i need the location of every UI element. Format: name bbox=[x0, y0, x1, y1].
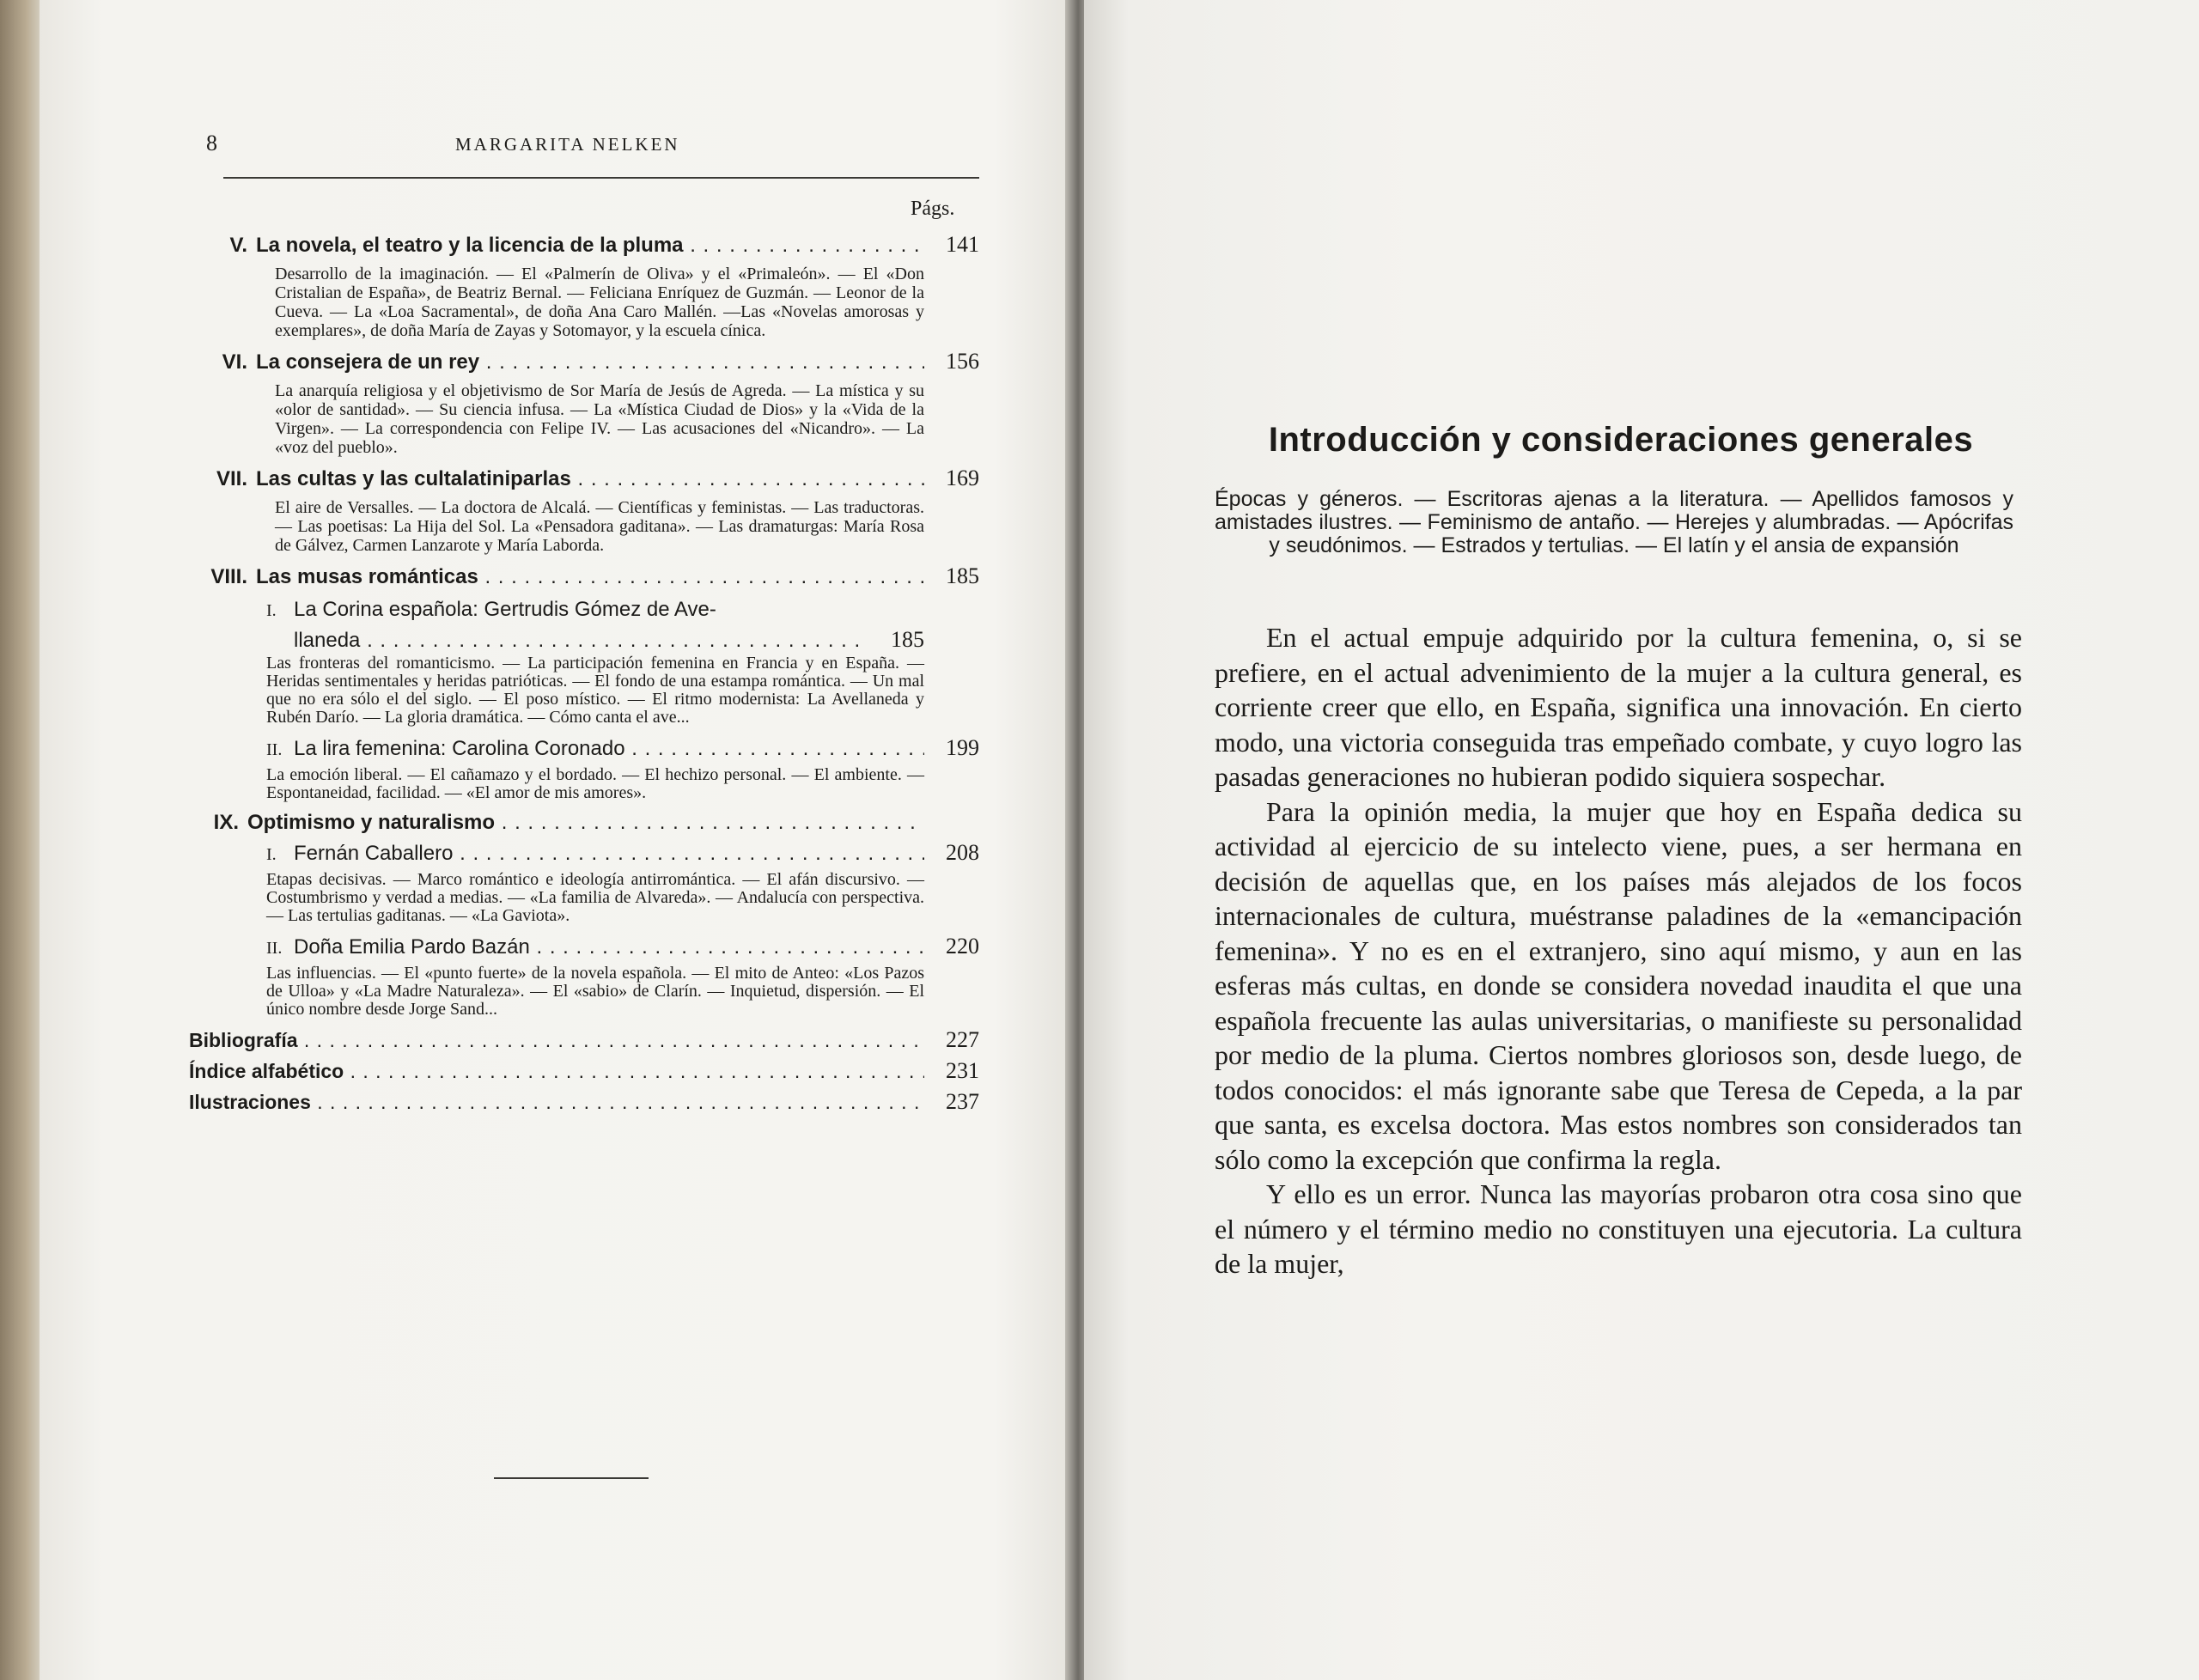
entry-page: 237 bbox=[946, 1089, 979, 1114]
toc-bibliography bbox=[189, 1027, 979, 1058]
entry-title: Bibliografía . . . bbox=[189, 1029, 924, 1052]
entry-page: 231 bbox=[946, 1058, 979, 1083]
subsection-title: La Corina española: Gertrudis Gómez de Ave- bbox=[294, 598, 716, 621]
section-summary: Épocas y géneros. — Escritoras ajenas a la literatura. — Apellidos famosos y amistades ilustres. — Feminismo de antaño. — Herejes y alumbradas. — Apócrifas y seudónimos. — Estrados y tertulias. — El latín y el ansia de expansión bbox=[1215, 487, 2013, 557]
subsection-number: II. bbox=[266, 740, 283, 759]
chapter-title: Las musas románticas . . . bbox=[256, 565, 924, 589]
chapter-summary: El aire de Versalles. — La doctora de Alcalá. — Científicas y feministas. — Las traductoras. — Las poetisas: La Hija del Sol. La «Pensadora gaditana». — Las dramaturgas: María Rosa de Gálvez, Carmen Lanzarote y María Laborda. bbox=[275, 498, 924, 555]
chapter-page: 156 bbox=[946, 349, 979, 374]
toc-chapter-viii bbox=[172, 563, 979, 593]
entry-title: Ilustraciones . . . bbox=[189, 1091, 924, 1114]
chapter-summary: La anarquía religiosa y el objetivismo de Sor María de Jesús de Agreda. — La mística y su «olor de santidad». — Su ciencia infusa. — La «Mística Ciudad de Dios» y la «Vida de la Virgen». — La correspondencia con Felipe IV. — Las acusaciones del «Nicandro». — La «voz del pueblo». bbox=[275, 381, 924, 457]
subsection-page: 199 bbox=[946, 735, 979, 760]
toc-chapter-v bbox=[172, 232, 979, 261]
subsection-number: I. bbox=[266, 845, 277, 864]
subsection-title-continued: llaneda . . . bbox=[294, 629, 869, 653]
subsection-page: 220 bbox=[946, 934, 979, 959]
pages-column-label: Págs. bbox=[911, 198, 955, 220]
toc-subsection bbox=[266, 840, 979, 869]
toc-subsection bbox=[266, 598, 979, 627]
paragraph: Para la opinión media, la mujer que hoy en España dedica su actividad al ejercicio de su intelecto viene, pues, a ser hermana en decisión de aquellas que, en los países más alejados de los focos internacionales de cultura, muéstranse paladines de la «emancipación femenina». Y no es en el extranjero, sino aquí mismo, y aun en las esferas más cultas, en donde se considera novedad inaudita el que una española frecuente las aulas universitarias, o manifieste su personalidad por medio de la pluma. Ciertos nombres gloriosos son, desde luego, de todos conocidos: el más ignorante sabe que Teresa de Cepeda, a la par que santa, es excelsa doctora. Mas estos nombres son considerados tan sólo como la excepción que confirma la regla. bbox=[1215, 795, 2022, 1175]
toc-subsection-continued bbox=[294, 627, 924, 653]
toc-subsection bbox=[266, 735, 979, 764]
running-head bbox=[206, 131, 979, 179]
toc-chapter-vi bbox=[172, 349, 979, 378]
subsection-number: II. bbox=[266, 939, 283, 958]
page-number: 8 bbox=[206, 131, 217, 155]
paragraph: En el actual empuje adquirido por la cultura femenina, o, si se prefiere, en el actual advenimiento de la mujer a la cultura general, es corriente creer que ello, en España, significa una innovación. En cierto modo, una victoria conseguida tras empeñado combate, y cuyo logro las pasadas generaciones no hubieran podido siquiera sospechar. bbox=[1215, 622, 2022, 792]
paragraph: Y ello es un error. Nunca las mayorías probaron otra cosa sino que el número y el término medio no constituyen una ejecutoria. La cultura de la mujer, bbox=[1215, 1178, 2022, 1279]
subsection-summary: Etapas decisivas. — Marco romántico e ideología antirromántica. — El afán discursivo. — Costumbrismo y verdad a medias. — «La familia de Alvareda». — Andalucía con perspectiva. — Las tertulias gaditanas. — «La Gaviota». bbox=[266, 870, 924, 925]
body-text bbox=[1215, 620, 2022, 1281]
subsection-title: La lira femenina: Carolina Coronado . . . bbox=[294, 737, 924, 761]
chapter-number: IX. bbox=[213, 811, 239, 834]
book-cover-edge bbox=[0, 0, 43, 1680]
entry-page: 227 bbox=[946, 1027, 979, 1052]
chapter-number: VIII. bbox=[210, 565, 247, 588]
toc-subsection bbox=[266, 934, 979, 963]
chapter-title: La consejera de un rey . . . bbox=[256, 350, 924, 374]
chapter-number: VI. bbox=[222, 350, 247, 374]
subsection-title: Fernán Caballero . . . bbox=[294, 842, 924, 866]
toc-chapter-vii bbox=[172, 466, 979, 495]
chapter-number: VII. bbox=[216, 467, 247, 490]
subsection-page: 208 bbox=[946, 840, 979, 865]
chapter-page: 185 bbox=[946, 563, 979, 588]
subsection-summary: La emoción liberal. — El cañamazo y el bordado. — El hechizo personal. — El ambiente. — Espontaneidad, facilidad. — «El amor de mis amores». bbox=[266, 765, 924, 802]
table-of-contents bbox=[172, 232, 979, 1120]
entry-title: Índice alfabético . . . bbox=[189, 1060, 924, 1083]
chapter-title: Las cultas y las cultalatiniparlas . . . bbox=[256, 467, 924, 491]
subsection-summary: Las influencias. — El «punto fuerte» de la novela española. — El mito de Anteo: «Los Pazos de Ulloa» y «La Madre Naturaleza». — El «sabio» de Clarín. — Inquietud, dispersión. — El único nombre desde Jorge Sand... bbox=[266, 964, 924, 1019]
chapter-summary: Desarrollo de la imaginación. — El «Palmerín de Oliva» y el «Primaleón». — El «Don Cristalian de España», de Beatriz Bernal. — Feliciana Enríquez de Guzmán. — Leonor de la Cueva. — La «Loa Sacramental», de doña Ana Caro Mallén. —Las «Novelas amorosas y exemplares», de doña María de Zayas y Sotomayor, y la escuela cínica. bbox=[275, 265, 924, 340]
toc-illustrations bbox=[189, 1089, 979, 1120]
chapter-page: 169 bbox=[946, 466, 979, 490]
chapter-page: 141 bbox=[946, 232, 979, 257]
chapter-number: V. bbox=[229, 234, 247, 257]
subsection-page: 185 bbox=[891, 627, 924, 652]
header-rule bbox=[223, 177, 979, 179]
subsection-title: Doña Emilia Pardo Bazán . . . bbox=[294, 935, 924, 959]
section-title: Introducción y consideraciones generales bbox=[1268, 421, 1974, 459]
closing-rule bbox=[494, 1477, 649, 1479]
toc-index bbox=[189, 1058, 979, 1089]
subsection-number: I. bbox=[266, 601, 277, 620]
toc-chapter-ix bbox=[172, 811, 979, 840]
chapter-title: Optimismo y naturalismo . . . bbox=[247, 811, 924, 835]
running-title: MARGARITA NELKEN bbox=[455, 134, 680, 155]
subsection-summary: Las fronteras del romanticismo. — La participación femenina en Francia y en España. — Heridas sentimentales y heridas patrióticas. — El fondo de una estampa romántica. — Un mal que no era sólo el del siglo. — El poso místico. — El ritmo modernista: La Avellaneda y Rubén Darío. — La gloria dramática. — Cómo canta el ave... bbox=[266, 654, 924, 727]
chapter-title: La novela, el teatro y la licencia de la pluma . . . bbox=[256, 234, 924, 258]
